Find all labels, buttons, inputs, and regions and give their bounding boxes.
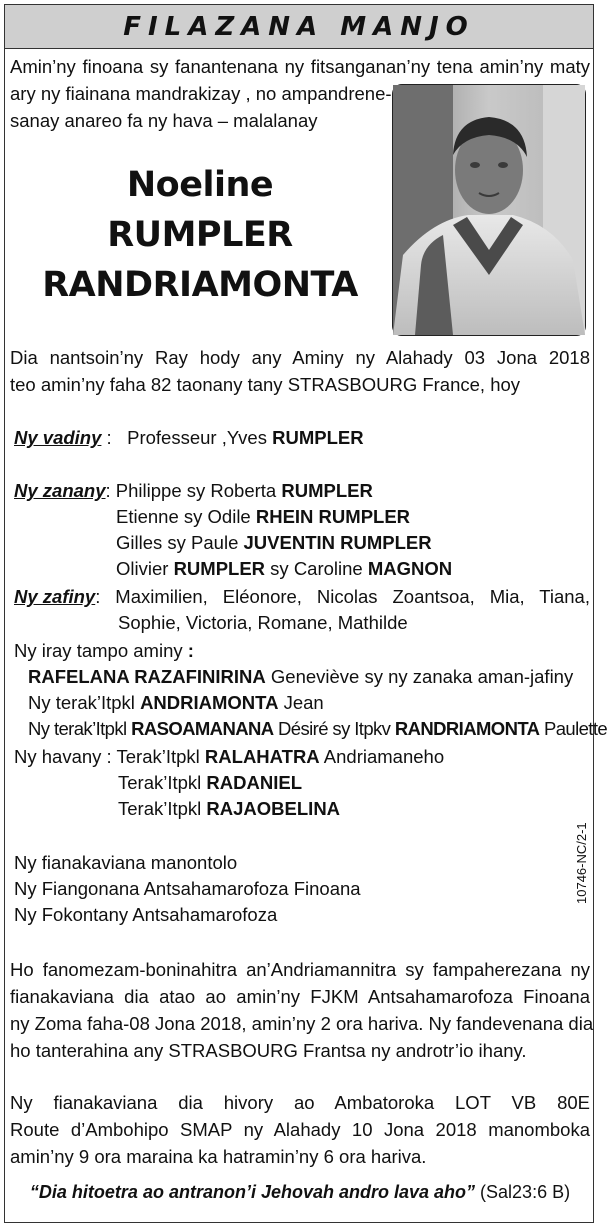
siblings-label: Ny iray tampo aminy xyxy=(14,640,188,661)
family-line-2: Ny Fiangonana Antsahamarofoza Finoana xyxy=(14,878,361,899)
child-surname: RHEIN RUMPLER xyxy=(255,506,411,527)
sibling-prefix: Ny terak’Itpkl xyxy=(28,692,141,713)
sibling-surname-2: RANDRIAMONTA xyxy=(394,718,540,739)
children-row-1 xyxy=(14,478,373,504)
siblings-row-2 xyxy=(28,690,324,716)
bible-quote xyxy=(0,1179,600,1205)
sibling-prefix: Ny terak’Itpkl xyxy=(28,718,132,739)
service-line-2: fianakaviana dia atao ao amin’ny FJKM Antsahamarofoza Finoana xyxy=(10,986,590,1007)
spouse-row xyxy=(14,425,364,451)
portrait-image xyxy=(393,85,585,335)
relatives-row-1 xyxy=(14,744,444,770)
spouse-surname: RUMPLER xyxy=(272,427,364,448)
relatives-label: Ny havany : Terak’Itpkl xyxy=(14,746,205,767)
spouse-name: Professeur ,Yves xyxy=(127,427,273,448)
relatives-row-2 xyxy=(118,770,302,796)
sibling-name: Geneviève sy ny zanaka aman-jafiny xyxy=(265,666,574,687)
siblings-colon: : xyxy=(187,640,194,661)
siblings-row-3 xyxy=(28,716,607,742)
notice-title: FILAZANA MANJO xyxy=(123,11,475,42)
sibling-surname: RASOAMANANA xyxy=(131,718,274,739)
sibling-surname: ANDRIAMONTA xyxy=(140,692,279,713)
deceased-surname-2: RANDRIAMONTA xyxy=(42,265,358,305)
grandchildren-label: Ny zafiny xyxy=(14,586,96,607)
children-label: Ny zanany xyxy=(14,480,106,501)
spouse-label: Ny vadiny xyxy=(14,427,102,448)
child-name: Gilles sy Paule xyxy=(116,532,244,553)
relative-name: Andriamaneho xyxy=(319,746,445,767)
relatives-row-3 xyxy=(118,796,340,822)
quote-text: “Dia hitoetra ao antranon’i Jehovah andro lava aho” xyxy=(29,1182,476,1202)
vigil-line-3: amin’ny 9 ora maraina ka hatramin’ny 6 ora hariva. xyxy=(10,1146,427,1167)
relative-prefix: Terak’Itpkl xyxy=(118,798,207,819)
intro-line-2: ary ny fiainana mandrakizay , no ampandrene- xyxy=(10,83,392,104)
reference-code: 10746-NC/2-1 xyxy=(574,822,589,904)
deceased-name xyxy=(0,160,400,310)
siblings-row-1 xyxy=(28,664,573,690)
grandchildren-row-1 xyxy=(14,584,590,610)
portrait-photo xyxy=(392,84,586,336)
relative-prefix: Terak’Itpkl xyxy=(118,772,207,793)
death-line-1: Dia nantsoin’ny Ray hody any Aminy ny Alahady 03 Jona 2018 xyxy=(10,347,590,368)
sibling-name: Jean xyxy=(278,692,324,713)
child-surname: RUMPLER xyxy=(281,480,373,501)
child-spouse-surname: MAGNON xyxy=(367,558,453,579)
children-row-2 xyxy=(116,504,410,530)
death-line-2: teo amin’ny faha 82 taonany tany STRASBOURG France, hoy xyxy=(10,374,521,395)
vigil-line-2: Route d’Ambohipo SMAP ny Alahady 10 Jona 2018 manomboka xyxy=(10,1119,590,1140)
spouse-colon: : xyxy=(101,427,112,448)
child-surname: JUVENTIN RUMPLER xyxy=(243,532,432,553)
children-row-3 xyxy=(116,530,432,556)
child-spouse: sy Caroline xyxy=(265,558,368,579)
quote-reference: (Sal23:6 B) xyxy=(475,1182,571,1202)
family-line-1: Ny fianakaviana manontolo xyxy=(14,852,238,873)
grandchildren-list-2: Sophie, Victoria, Romane, Mathilde xyxy=(118,612,408,633)
service-line-3: ny Zoma faha-08 Jona 2018, amin’ny 2 ora hariva. Ny fandevenana dia xyxy=(10,1013,594,1034)
service-line-1: Ho fanomezam-boninahitra an’Andriamannitra sy fampaherezana ny xyxy=(10,959,590,980)
siblings-label-row xyxy=(14,638,194,664)
child-name: Etienne sy Odile xyxy=(116,506,256,527)
children-colon: : xyxy=(105,480,111,501)
relative-surname: RADANIEL xyxy=(206,772,303,793)
deceased-surname-1: RUMPLER xyxy=(107,215,293,255)
child-name: Olivier xyxy=(116,558,174,579)
sibling-name: Désiré sy Itpkv xyxy=(273,718,395,739)
intro-line-1: Amin’ny finoana sy fanantenana ny fitsanganan’ny tena amin’ny maty xyxy=(10,56,590,77)
deceased-first-name: Noeline xyxy=(126,165,274,205)
sibling-surname: RAFELANA RAZAFINIRINA xyxy=(28,666,266,687)
vigil-line-1: Ny fianakaviana dia hivory ao Ambatoroka LOT VB 80E xyxy=(10,1092,590,1113)
children-row-4 xyxy=(116,556,452,582)
grandchildren-list-1: : Maximilien, Eléonore, Nicolas Zoantsoa, Mia, Tiana, xyxy=(95,586,590,607)
sibling-name-2: Paulette xyxy=(539,718,607,739)
child-name: Philippe sy Roberta xyxy=(115,480,282,501)
intro-line-3: sanay anareo fa ny hava – malalanay xyxy=(10,110,318,131)
service-line-4: ho tanterahina any STRASBOURG Frantsa ny androtr’io ihany. xyxy=(10,1040,527,1061)
child-surname: RUMPLER xyxy=(173,558,266,579)
relative-surname: RALAHATRA xyxy=(204,746,320,767)
relative-surname: RAJAOBELINA xyxy=(206,798,341,819)
notice-header xyxy=(5,5,593,49)
family-line-3: Ny Fokontany Antsahamarofoza xyxy=(14,904,278,925)
